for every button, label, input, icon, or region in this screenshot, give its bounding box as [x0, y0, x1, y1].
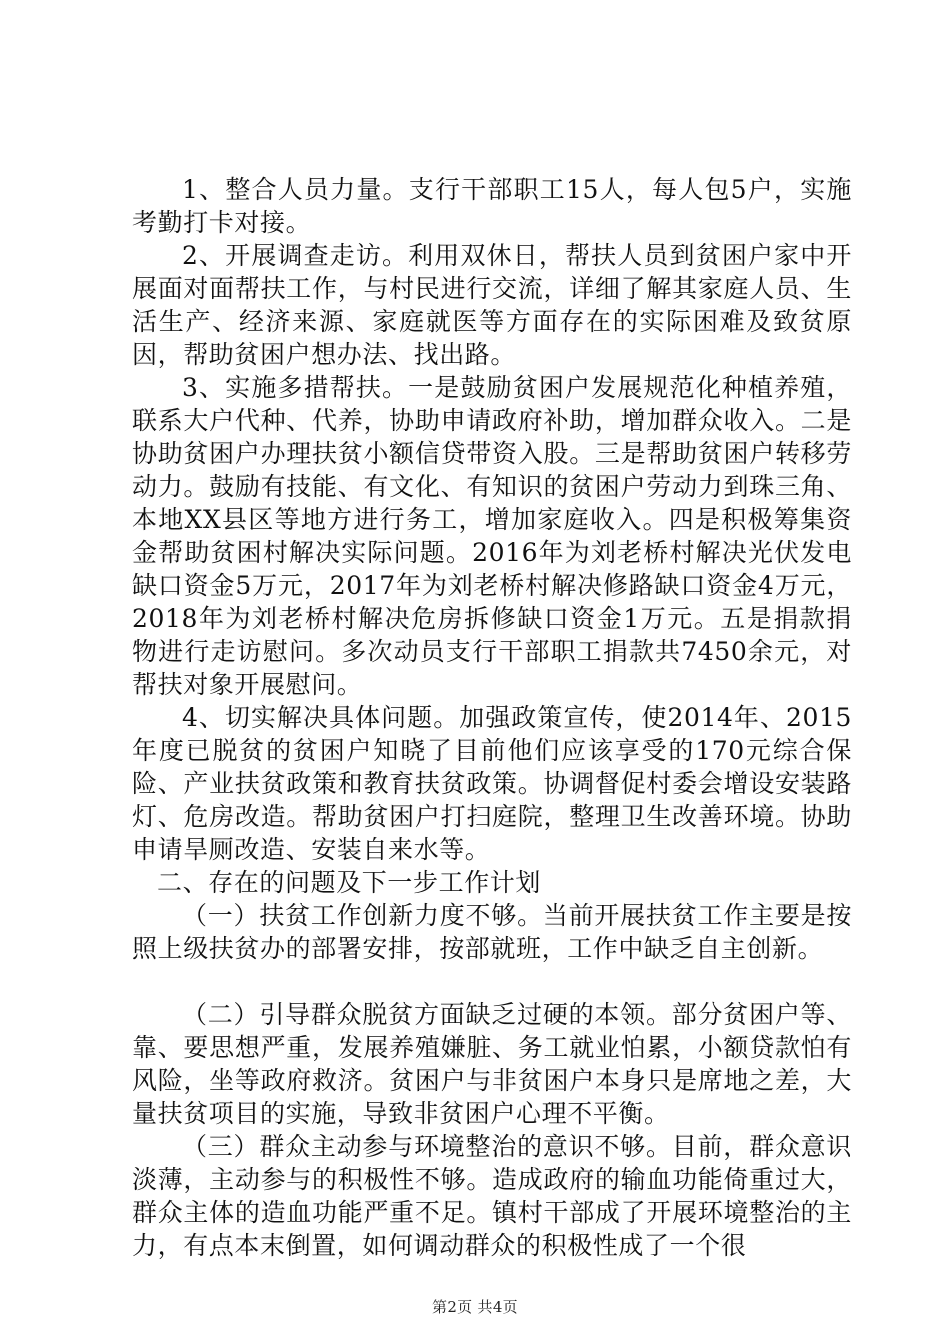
page-footer: 第2页 共4页: [432, 1298, 518, 1316]
paragraph-multiple-measures: 3、实施多措帮扶。一是鼓励贫困户发展规范化种植养殖，联系大户代种、代养，协助申请政府补助，增加群众收入。二是协助贫困户办理扶贫小额信贷带资入股。三是帮助贫困户转移劳动力。鼓励有技能、有文化、有知识的贫困户劳动力到珠三角、本地XX县区等地方进行务工，增加家庭收入。四是积极筹集资金帮助贫困村解决实际问题。2016年为刘老桥村解决光伏发电缺口资金5万元，2017年为刘老桥村解决修路缺口资金4万元，2018年为刘老桥村解决危房拆修缺口资金1万元。五是捐款捐物进行走访慰问。多次动员支行干部职工捐款共7450余元，对帮扶对象开展慰问。: [132, 373, 852, 699]
paragraph-participation-lacking: （三）群众主动参与环境整治的意识不够。目前，群众意识淡薄，主动参与的积极性不够。造成政府的输血功能倚重过大，群众主体的造血功能严重不足。镇村干部成了开展环境整治的主力，有点本末倒置，如何调动群众的积极性成了一个很: [132, 1132, 852, 1260]
document-body: [132, 173, 852, 1262]
paragraph-guidance-lacking: （二）引导群众脱贫方面缺乏过硬的本领。部分贫困户等、靠、要思想严重，发展养殖嫌脏、务工就业怕累，小额贷款怕有风险，坐等政府救济。贫困户与非贫困户本身只是席地之差，大量扶贫项目的实施，导致非贫困户心理不平衡。: [132, 1000, 852, 1128]
section-heading-problems-plan: 二、存在的问题及下一步工作计划: [157, 868, 542, 897]
paragraph-innovation-lacking: （一）扶贫工作创新力度不够。当前开展扶贫工作主要是按照上级扶贫办的部署安排，按部就班，工作中缺乏自主创新。: [132, 901, 852, 963]
paragraph-staff-organization: 1、整合人员力量。支行干部职工15人，每人包5户，实施考勤打卡对接。: [132, 175, 852, 237]
paragraph-survey-visits: 2、开展调查走访。利用双休日，帮扶人员到贫困户家中开展面对面帮扶工作，与村民进行交流，详细了解其家庭人员、生活生产、经济来源、家庭就医等方面存在的实际困难及致贫原因，帮助贫困户想办法、找出路。: [132, 241, 852, 369]
paragraph-solve-problems: 4、切实解决具体问题。加强政策宣传，使2014年、2015年度已脱贫的贫困户知晓了目前他们应该享受的170元综合保险、产业扶贫政策和教育扶贫政策。协调督促村委会增设安装路灯、危房改造。帮助贫困户打扫庭院，整理卫生改善环境。协助申请旱厕改造、安装自来水等。: [132, 703, 852, 864]
